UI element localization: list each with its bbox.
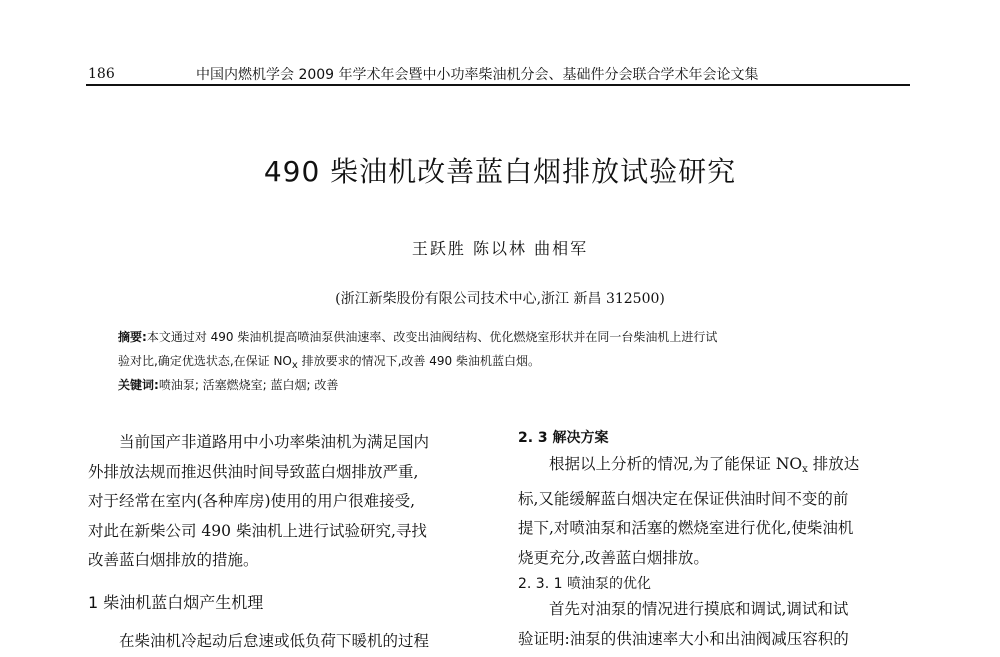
running-header: 中国内燃机学会 2009 年学术年会暨中小功率柴油机分会、基础件分会联合学术年会论文集	[196, 67, 759, 83]
section-2-3-1-heading: 2. 3. 1 喷油泵的优化	[518, 576, 651, 592]
section-2-3-text-b: 排放达	[807, 455, 860, 473]
section-2-3-line: 烧更充分,改善蓝白烟排放。	[518, 548, 709, 567]
abstract-text-1: 本文通过对 490 柴油机提高喷油泵供油速率、改变出油阀结构、优化燃烧室形状并在同一台柴油机上进行试	[146, 330, 718, 344]
authors: 王跃胜 陈以林 曲相军	[411, 239, 589, 258]
intro-line: 外排放法规而推迟供油时间导致蓝白烟排放严重,	[88, 462, 419, 481]
page-number: 186	[88, 66, 115, 82]
paper-title: 490 柴油机改善蓝白烟排放试验研究	[263, 155, 737, 188]
keywords-label: 关键词:	[118, 378, 159, 392]
section-2-3-line	[518, 450, 912, 485]
header-rule	[86, 84, 910, 86]
section-2-3-heading: 2. 3 解决方案	[518, 430, 609, 446]
section-2-3-1-line: 验证明:油泵的供油速率大小和出油阀减压容积的	[518, 629, 849, 648]
right-column	[518, 426, 912, 654]
intro-line: 对于经常在室内(各种库房)使用的用户很难接受,	[88, 492, 416, 510]
keywords-line	[118, 376, 338, 393]
section-2-3-line: 提下,对喷油泵和活塞的燃烧室进行优化,使柴油机	[518, 519, 854, 537]
section-2-3-line: 标,又能缓解蓝白烟决定在保证供油时间不变的前	[518, 489, 849, 508]
abstract-text-2a: 验对比,确定优选状态,在保证 NO	[118, 354, 292, 368]
section-2-3-subscript: x	[802, 464, 808, 475]
section-1-text: 在柴油机冷起动后怠速或低负荷下暖机的过程	[119, 632, 430, 650]
abstract-subscript: x	[291, 360, 298, 371]
section-2-3-1-line: 首先对油泵的情况进行摸底和调试,调试和试	[549, 600, 849, 618]
abstract-line-1	[118, 328, 717, 345]
section-2-3-text-a: 根据以上分析的情况,为了能保证 NO	[549, 455, 803, 473]
intro-line: 当前国产非道路用中小功率柴油机为满足国内	[119, 433, 430, 451]
left-column	[88, 428, 490, 657]
affiliation: (浙江新柴股份有限公司技术中心,浙江 新昌 312500)	[335, 291, 665, 307]
abstract-text-2b: 排放要求的情况下,改善 490 柴油机蓝白烟。	[297, 354, 540, 368]
abstract-label: 摘要:	[118, 330, 147, 344]
intro-line: 改善蓝白烟排放的措施。	[88, 551, 259, 569]
intro-line: 对此在新柴公司 490 柴油机上进行试验研究,寻找	[88, 521, 427, 540]
keywords-text: 喷油泵; 活塞燃烧室; 蓝白烟; 改善	[158, 378, 339, 392]
section-1-heading: 1 柴油机蓝白烟产生机理	[88, 592, 264, 612]
abstract-line-2	[118, 352, 540, 371]
